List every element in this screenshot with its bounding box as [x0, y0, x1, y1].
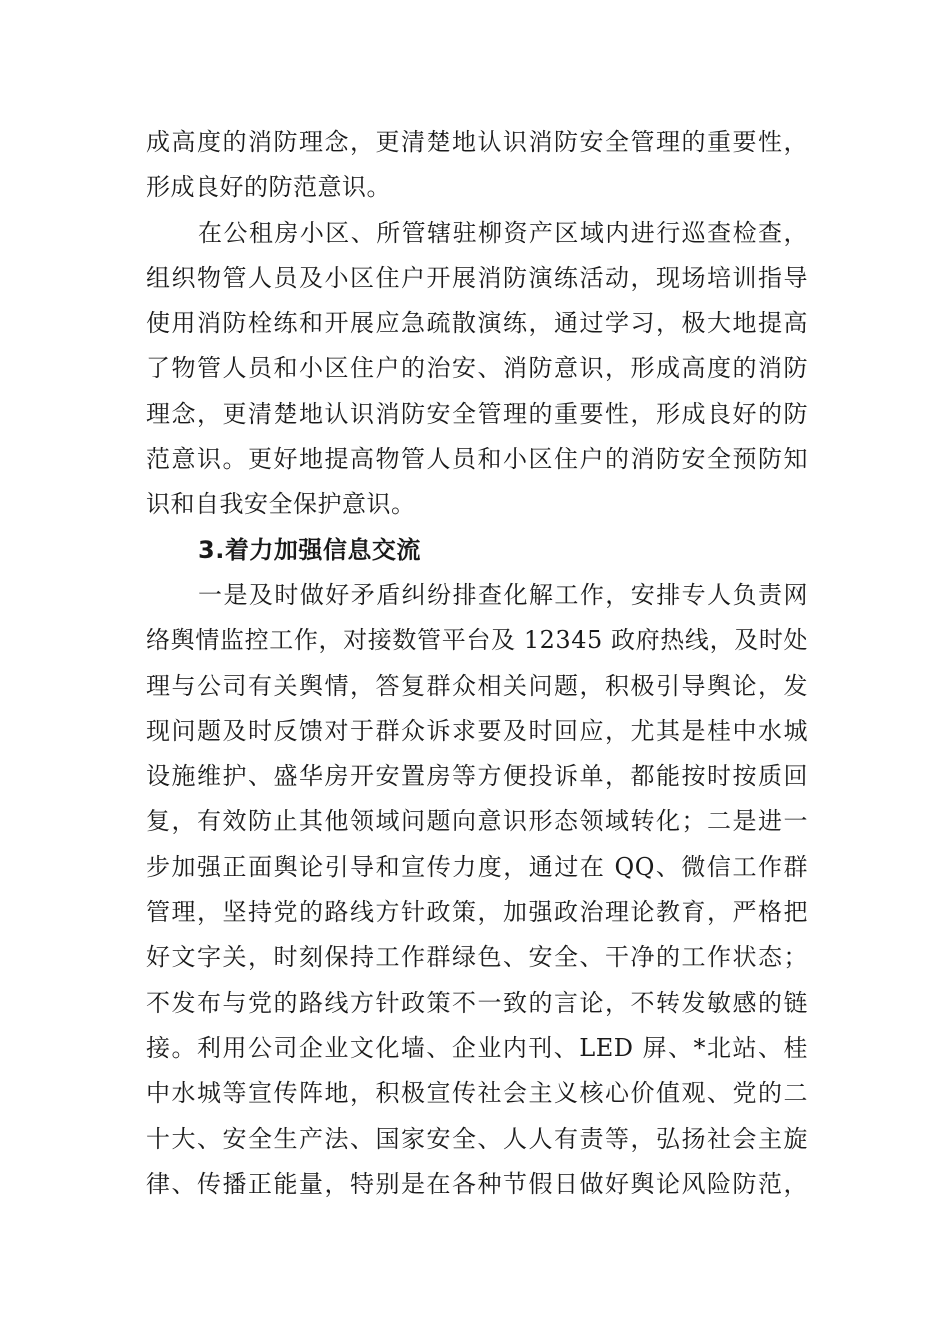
- paragraph-line: 形成良好的防范意识。: [146, 173, 391, 202]
- paragraph-line: 一是及时做好矛盾纠纷排查化解工作，安排专人负责网: [198, 580, 808, 609]
- paragraph-line: 了物管人员和小区住户的治安、消防意识，形成高度的消防: [146, 354, 808, 383]
- paragraph-line: 复，有效防止其他领域问题向意识形态领域转化；二是进一: [146, 807, 808, 836]
- paragraph-line: 好文字关，时刻保持工作群绿色、安全、干净的工作状态；: [146, 943, 808, 972]
- paragraph-line: 接。利用公司企业文化墙、企业内刊、LED 屏、*北站、桂: [146, 1033, 808, 1062]
- paragraph-line: 使用消防栓练和开展应急疏散演练，通过学习，极大地提高: [146, 309, 808, 338]
- paragraph-line: 现问题及时反馈对于群众诉求要及时回应，尤其是桂中水城: [146, 716, 808, 745]
- section-heading: 3.着力加强信息交流: [198, 535, 421, 564]
- paragraph-line: 范意识。更好地提高物管人员和小区住户的消防安全预防知: [146, 445, 808, 474]
- paragraph-line: 不发布与党的路线方针政策不一致的言论，不转发敏感的链: [146, 988, 808, 1017]
- paragraph-line: 组织物管人员及小区住户开展消防演练活动，现场培训指导: [146, 263, 808, 292]
- paragraph-line: 理念，更清楚地认识消防安全管理的重要性，形成良好的防: [146, 399, 808, 428]
- paragraph-line: 管理，坚持党的路线方针政策，加强政治理论教育，严格把: [146, 898, 808, 927]
- paragraph-line: 设施维护、盛华房开安置房等方便投诉单，都能按时按质回: [146, 762, 808, 791]
- paragraph-line: 在公租房小区、所管辖驻柳资产区域内进行巡查检查，: [198, 218, 808, 247]
- paragraph-line: 步加强正面舆论引导和宣传力度，通过在 QQ、微信工作群: [146, 852, 808, 881]
- paragraph-line: 十大、安全生产法、国家安全、人人有责等，弘扬社会主旋: [146, 1124, 808, 1153]
- paragraph-line: 识和自我安全保护意识。: [146, 490, 416, 519]
- paragraph-line: 成高度的消防理念，更清楚地认识消防安全管理的重要性，: [146, 128, 808, 156]
- paragraph-line: 中水城等宣传阵地，积极宣传社会主义核心价值观、党的二: [146, 1079, 808, 1108]
- paragraph-line: 理与公司有关舆情，答复群众相关问题，积极引导舆论，发: [146, 671, 808, 700]
- paragraph-line: 络舆情监控工作，对接数管平台及 12345 政府热线，及时处: [146, 626, 808, 655]
- document-body: [146, 120, 808, 1207]
- paragraph-line: 律、传播正能量，特别是在各种节假日做好舆论风险防范，: [146, 1169, 808, 1198]
